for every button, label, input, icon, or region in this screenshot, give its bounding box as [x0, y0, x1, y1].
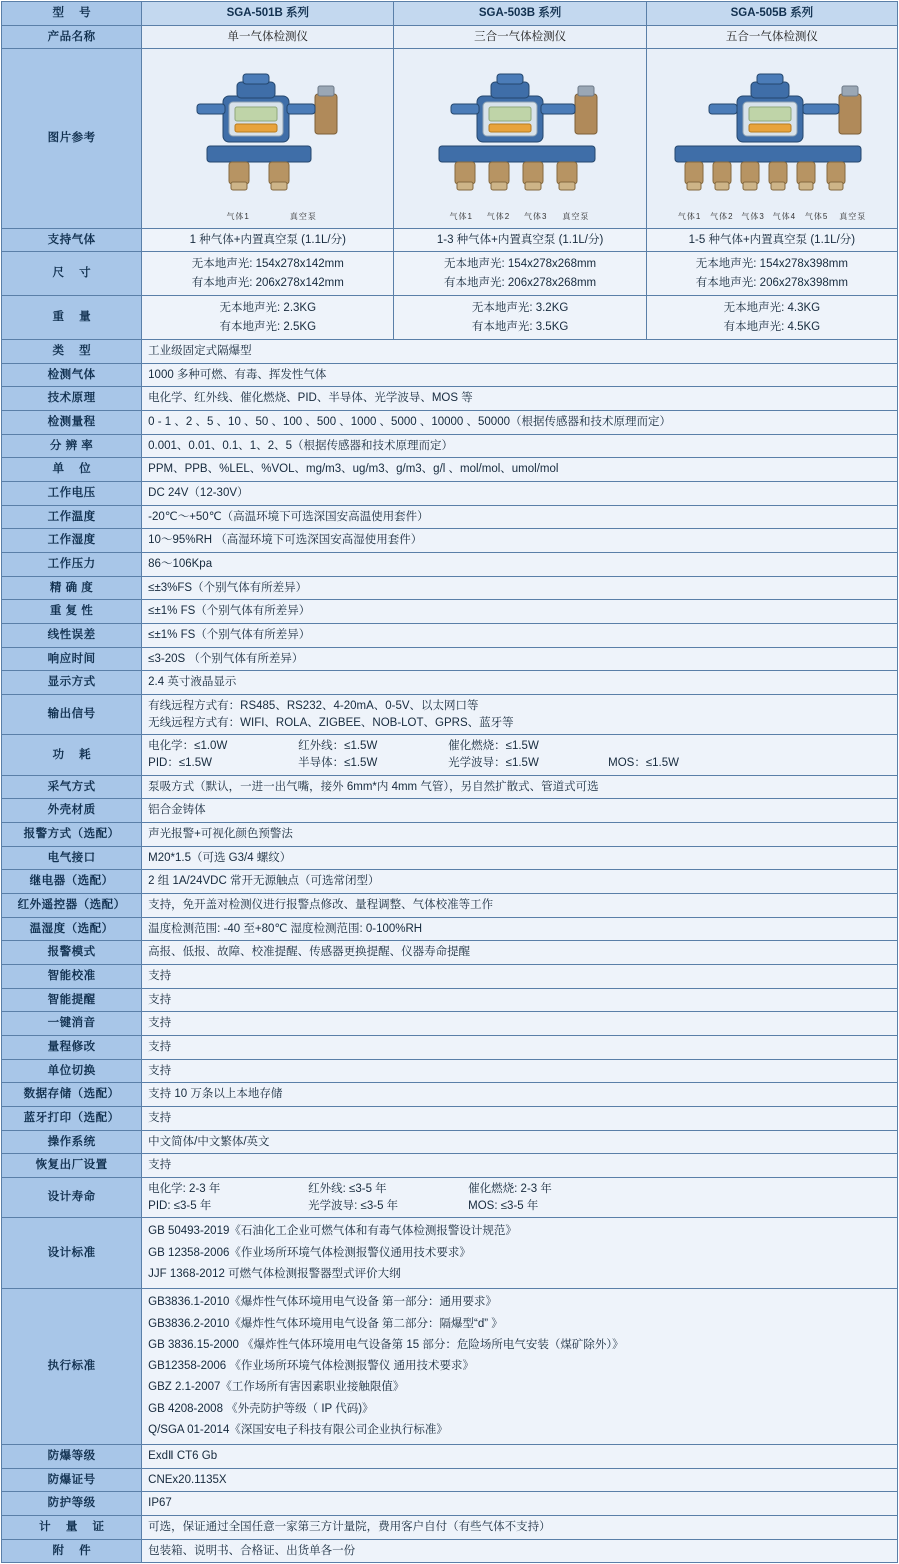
- table-row-smart-calibration: [2, 965, 898, 989]
- row-label-work-temp: 工作温度: [2, 505, 142, 529]
- size-503b-line1: 无本地声光: 154x278x268mm: [444, 258, 597, 271]
- alarm-mode-opt-value: 声光报警+可视化颜色预警法: [142, 823, 898, 847]
- row-label-work-pressure: 工作压力: [2, 552, 142, 576]
- table-row-metering-cert: [2, 1516, 898, 1540]
- table-row-exec-standard: [2, 1289, 898, 1445]
- design-standard-item: GB 50493-2019《石油化工企业可燃气体和有毒气体检测报警设计规范》: [148, 1225, 517, 1238]
- row-label-data-storage-opt: 数据存储（选配）: [2, 1083, 142, 1107]
- row-label-linearity: 线性误差: [2, 623, 142, 647]
- size-505b-line1: 无本地声光: 154x278x398mm: [695, 258, 848, 271]
- size-503b-line2: 有本地声光: 206x278x268mm: [444, 276, 597, 289]
- exec-standard-item: GB 4208-2008 《外壳防护等级（ IP 代码)》: [148, 1402, 374, 1415]
- response-time-value: ≤3-20S （个别气体有所差异）: [142, 647, 898, 671]
- weight-505b-line2: 有本地声光: 4.5KG: [723, 320, 821, 333]
- table-row-product-name: [2, 25, 898, 49]
- weight-501b-line2: 有本地声光: 2.5KG: [219, 320, 317, 333]
- design-life-line2: PID: ≤3-5 年 光学波导: ≤3-5 年 MOS: ≤3-5 年: [148, 1199, 539, 1212]
- exec-standard-item: GBZ 2.1-2007《工作场所有害因素职业接触限值》: [148, 1381, 405, 1394]
- exec-standard-item: GB 3836.15-2000 《爆炸性气体环境用电气设备第 15 部分：危险场所电气安装（煤矿除外）》: [148, 1338, 624, 1351]
- exec-standard-item: GB12358-2006 《作业场所环境气体检测报警仪 通用技术要求》: [148, 1360, 475, 1373]
- table-row-alarm-mode: [2, 941, 898, 965]
- display-value: 2.4 英寸液晶显示: [142, 671, 898, 695]
- range-modify-value: 支持: [142, 1036, 898, 1060]
- row-label-power: 功 耗: [2, 735, 142, 775]
- table-row-support-gas: [2, 228, 898, 252]
- table-row-ex-cert-no: [2, 1468, 898, 1492]
- device-image-503b: [394, 49, 646, 228]
- table-row-ir-remote-opt: [2, 894, 898, 918]
- power-line2: PID：≤1.5W 半导体：≤1.5W 光学波导：≤1.5W MOS：≤1.5W: [148, 757, 680, 770]
- row-label-ex-cert-no: 防爆证号: [2, 1468, 142, 1492]
- alarm-mode-value: 高报、低报、故障、校准提醒、传感器更换提醒、仪器寿命提醒: [142, 941, 898, 965]
- linearity-value: ≤±1% FS（个别气体有所差异）: [142, 623, 898, 647]
- table-row-work-humidity: [2, 529, 898, 553]
- device-illustration-1: [163, 52, 373, 222]
- size-505b-line2: 有本地声光: 206x278x398mm: [695, 276, 848, 289]
- size-501b-line2: 有本地声光: 206x278x142mm: [191, 276, 344, 289]
- row-label-smart-calibration: 智能校准: [2, 965, 142, 989]
- table-row-ip-grade: [2, 1492, 898, 1516]
- table-row-accessories: [2, 1539, 898, 1563]
- device-image-501b: [142, 49, 394, 228]
- table-row-accuracy: [2, 576, 898, 600]
- table-row-one-key-mute: [2, 1012, 898, 1036]
- repeatability-value: ≤±1% FS（个别气体有所差异）: [142, 600, 898, 624]
- detector-svg-2: [405, 52, 635, 204]
- work-humidity-value: 10～95%RH （高湿环境下可选深国安高湿使用套件）: [142, 529, 898, 553]
- category-value: 工业级固定式隔爆型: [142, 339, 898, 363]
- one-key-mute-value: 支持: [142, 1012, 898, 1036]
- bluetooth-print-opt-value: 支持: [142, 1107, 898, 1131]
- row-label-work-voltage: 工作电压: [2, 481, 142, 505]
- work-pressure-value: 86～106Kpa: [142, 552, 898, 576]
- table-row-category: [2, 339, 898, 363]
- detect-gas-value: 1000 多种可燃、有毒、挥发性气体: [142, 363, 898, 387]
- device-illustration-3: [653, 52, 893, 222]
- output-signal-value: [142, 695, 898, 735]
- shell-material-value: 铝合金铸体: [142, 799, 898, 823]
- weight-503b-line1: 无本地声光: 3.2KG: [471, 302, 569, 315]
- row-label-weight: 重 量: [2, 296, 142, 340]
- table-row-repeatability: [2, 600, 898, 624]
- row-label-bluetooth-print-opt: 蓝牙打印（选配）: [2, 1107, 142, 1131]
- row-label-product-name: 产品名称: [2, 25, 142, 49]
- exec-standard-value: [142, 1289, 898, 1445]
- data-storage-opt-value: 支持 10 万条以上本地存储: [142, 1083, 898, 1107]
- size-503b: [394, 252, 646, 296]
- ex-grade-value: ExdⅡ CT6 Gb: [142, 1445, 898, 1469]
- temp-humidity-opt-value: 温度检测范围: -40 至+80℃ 湿度检测范围: 0-100%RH: [142, 917, 898, 941]
- table-row-range-modify: [2, 1036, 898, 1060]
- smart-calibration-value: 支持: [142, 965, 898, 989]
- size-505b: [646, 252, 897, 296]
- row-label-range-modify: 量程修改: [2, 1036, 142, 1060]
- weight-505b-line1: 无本地声光: 4.3KG: [723, 302, 821, 315]
- table-row-image-reference: [2, 49, 898, 228]
- row-label-work-humidity: 工作湿度: [2, 529, 142, 553]
- table-row-design-life: [2, 1178, 898, 1218]
- table-row-alarm-mode-opt: [2, 823, 898, 847]
- table-row-ex-grade: [2, 1445, 898, 1469]
- product-name-501b: 单一气体检测仪: [142, 25, 394, 49]
- model-header-505b: SGA-505B 系列: [646, 2, 897, 26]
- table-row-tech-principle: [2, 387, 898, 411]
- row-label-tech-principle: 技术原理: [2, 387, 142, 411]
- row-label-resolution: 分 辨 率: [2, 434, 142, 458]
- output-signal-wired: 有线远程方式有：RS485、RS232、4-20mA、0-5V、以太网口等: [148, 700, 479, 712]
- table-row-work-pressure: [2, 552, 898, 576]
- table-row-detect-gas: [2, 363, 898, 387]
- design-life-value: [142, 1178, 898, 1218]
- row-label-display: 显示方式: [2, 671, 142, 695]
- row-label-shell-material: 外壳材质: [2, 799, 142, 823]
- row-label-ir-remote-opt: 红外遥控器（选配）: [2, 894, 142, 918]
- row-label-detect-range: 检测量程: [2, 410, 142, 434]
- table-row-work-voltage: [2, 481, 898, 505]
- size-501b-line1: 无本地声光: 154x278x142mm: [191, 258, 344, 271]
- row-label-model: 型 号: [2, 2, 142, 26]
- row-label-size: 尺 寸: [2, 252, 142, 296]
- row-label-alarm-mode-opt: 报警方式（选配）: [2, 823, 142, 847]
- row-label-unit-switch: 单位切换: [2, 1059, 142, 1083]
- model-header-501b: SGA-501B 系列: [142, 2, 394, 26]
- table-row-resolution: [2, 434, 898, 458]
- metering-cert-value: 可选，保证通过全国任意一家第三方计量院，费用客户自付（有些气体不支持）: [142, 1516, 898, 1540]
- table-row-detect-range: [2, 410, 898, 434]
- exec-standard-item: Q/SGA 01-2014《深国安电子科技有限公司企业执行标准》: [148, 1423, 448, 1436]
- row-label-exec-standard: 执行标准: [2, 1289, 142, 1445]
- row-label-alarm-mode: 报警模式: [2, 941, 142, 965]
- table-row-unit-switch: [2, 1059, 898, 1083]
- exec-standard-item: GB3836.1-2010《爆炸性气体环境用电气设备 第一部分：通用要求》: [148, 1296, 498, 1309]
- power-line1: 电化学：≤1.0W 红外线：≤1.5W 催化燃烧：≤1.5W: [148, 740, 539, 753]
- accuracy-value: ≤±3%FS（个别气体有所差异）: [142, 576, 898, 600]
- row-label-electrical-interface: 电气接口: [2, 846, 142, 870]
- device-caption-2: 气体1 气体2 气体3 真空泵: [449, 212, 590, 222]
- row-label-accuracy: 精 确 度: [2, 576, 142, 600]
- exec-standard-item: GB3836.2-2010《爆炸性气体环境用电气设备 第二部分：隔爆型“d” 》: [148, 1317, 503, 1330]
- model-header-503b: SGA-503B 系列: [394, 2, 646, 26]
- row-label-image-reference: 图片参考: [2, 49, 142, 228]
- support-gas-505b: 1-5 种气体+内置真空泵 (1.1L/分): [646, 228, 897, 252]
- row-label-os: 操作系统: [2, 1130, 142, 1154]
- row-label-sampling: 采气方式: [2, 775, 142, 799]
- table-row-power: [2, 735, 898, 775]
- row-label-design-life: 设计寿命: [2, 1178, 142, 1218]
- weight-501b: [142, 296, 394, 340]
- weight-501b-line1: 无本地声光: 2.3KG: [219, 302, 317, 315]
- sampling-value: 泵吸方式（默认，一进一出气嘴，接外 6mm*内 4mm 气管），另自然扩散式、管道式可选: [142, 775, 898, 799]
- output-signal-wireless: 无线远程方式有：WIFI、ROLA、ZIGBEE、NOB-LOT、GPRS、蓝牙等: [148, 716, 514, 729]
- ir-remote-opt-value: 支持，免开盖对检测仪进行报警点修改、量程调整、气体校准等工作: [142, 894, 898, 918]
- table-row-model: [2, 2, 898, 26]
- row-label-relay-opt: 继电器（选配）: [2, 870, 142, 894]
- work-temp-value: -20℃～+50℃（高温环境下可选深国安高温使用套件）: [142, 505, 898, 529]
- weight-505b: [646, 296, 897, 340]
- table-row-os: [2, 1130, 898, 1154]
- electrical-interface-value: M20*1.5（可选 G3/4 螺纹）: [142, 846, 898, 870]
- table-row-weight: [2, 296, 898, 340]
- detector-svg-1: [163, 52, 373, 204]
- table-row-design-standard: [2, 1218, 898, 1289]
- row-label-smart-remind: 智能提醒: [2, 988, 142, 1012]
- table-row-size: [2, 252, 898, 296]
- table-row-output-signal: [2, 695, 898, 735]
- work-voltage-value: DC 24V（12-30V）: [142, 481, 898, 505]
- row-label-category: 类 型: [2, 339, 142, 363]
- table-row-bluetooth-print-opt: [2, 1107, 898, 1131]
- table-row-display: [2, 671, 898, 695]
- row-label-ex-grade: 防爆等级: [2, 1445, 142, 1469]
- device-image-505b: [646, 49, 897, 228]
- table-row-factory-reset: [2, 1154, 898, 1178]
- device-caption-3: 气体1 气体2 气体3 气体4 气体5 真空泵: [677, 212, 867, 222]
- table-row-electrical-interface: [2, 846, 898, 870]
- row-label-detect-gas: 检测气体: [2, 363, 142, 387]
- table-row-shell-material: [2, 799, 898, 823]
- specification-table: [1, 1, 898, 1563]
- table-row-work-temp: [2, 505, 898, 529]
- resolution-value: 0.001、0.01、0.1、1、2、5（根据传感器和技术原理而定）: [142, 434, 898, 458]
- row-label-response-time: 响应时间: [2, 647, 142, 671]
- row-label-temp-humidity-opt: 温湿度（选配）: [2, 917, 142, 941]
- design-standard-item: JJF 1368-2012 可燃气体检测报警器型式评价大纲: [148, 1267, 401, 1280]
- row-label-metering-cert: 计 量 证: [2, 1516, 142, 1540]
- accessories-value: 包装箱、说明书、合格证、出货单各一份: [142, 1539, 898, 1563]
- row-label-factory-reset: 恢复出厂设置: [2, 1154, 142, 1178]
- ip-grade-value: IP67: [142, 1492, 898, 1516]
- ex-cert-no-value: CNEx20.1135X: [142, 1468, 898, 1492]
- row-label-unit: 单 位: [2, 458, 142, 482]
- detector-svg-3: [653, 52, 893, 204]
- relay-opt-value: 2 组 1A/24VDC 常开无源触点（可选常闭型）: [142, 870, 898, 894]
- product-name-503b: 三合一气体检测仪: [394, 25, 646, 49]
- row-label-design-standard: 设计标准: [2, 1218, 142, 1289]
- product-name-505b: 五合一气体检测仪: [646, 25, 897, 49]
- table-row-response-time: [2, 647, 898, 671]
- device-caption-1: 气体1 真空泵: [226, 212, 317, 222]
- smart-remind-value: 支持: [142, 988, 898, 1012]
- unit-value: PPM、PPB、%LEL、%VOL、mg/m3、ug/m3、g/m3、g/l 、mol/mol、umol/mol: [142, 458, 898, 482]
- factory-reset-value: 支持: [142, 1154, 898, 1178]
- weight-503b: [394, 296, 646, 340]
- tech-principle-value: 电化学、红外线、催化燃烧、PID、半导体、光学波导、MOS 等: [142, 387, 898, 411]
- power-value: [142, 735, 898, 775]
- row-label-accessories: 附 件: [2, 1539, 142, 1563]
- table-row-sampling: [2, 775, 898, 799]
- row-label-support-gas: 支持气体: [2, 228, 142, 252]
- os-value: 中文简体/中文繁体/英文: [142, 1130, 898, 1154]
- unit-switch-value: 支持: [142, 1059, 898, 1083]
- table-row-linearity: [2, 623, 898, 647]
- detect-range-value: 0 - 1 、2 、5 、10 、50 、100 、500 、1000 、5000 、10000 、50000（根据传感器和技术原理而定）: [142, 410, 898, 434]
- table-row-data-storage-opt: [2, 1083, 898, 1107]
- row-label-repeatability: 重 复 性: [2, 600, 142, 624]
- table-row-temp-humidity-opt: [2, 917, 898, 941]
- table-row-unit: [2, 458, 898, 482]
- row-label-output-signal: 输出信号: [2, 695, 142, 735]
- design-standard-value: [142, 1218, 898, 1289]
- table-row-smart-remind: [2, 988, 898, 1012]
- row-label-ip-grade: 防护等级: [2, 1492, 142, 1516]
- size-501b: [142, 252, 394, 296]
- support-gas-501b: 1 种气体+内置真空泵 (1.1L/分): [142, 228, 394, 252]
- support-gas-503b: 1-3 种气体+内置真空泵 (1.1L/分): [394, 228, 646, 252]
- row-label-one-key-mute: 一键消音: [2, 1012, 142, 1036]
- design-life-line1: 电化学: 2-3 年 红外线: ≤3-5 年 催化燃烧: 2-3 年: [148, 1183, 552, 1196]
- device-illustration-2: [405, 52, 635, 222]
- design-standard-item: GB 12358-2006《作业场所环境气体检测报警仪通用技术要求》: [148, 1246, 471, 1259]
- table-row-relay-opt: [2, 870, 898, 894]
- weight-503b-line2: 有本地声光: 3.5KG: [471, 320, 569, 333]
